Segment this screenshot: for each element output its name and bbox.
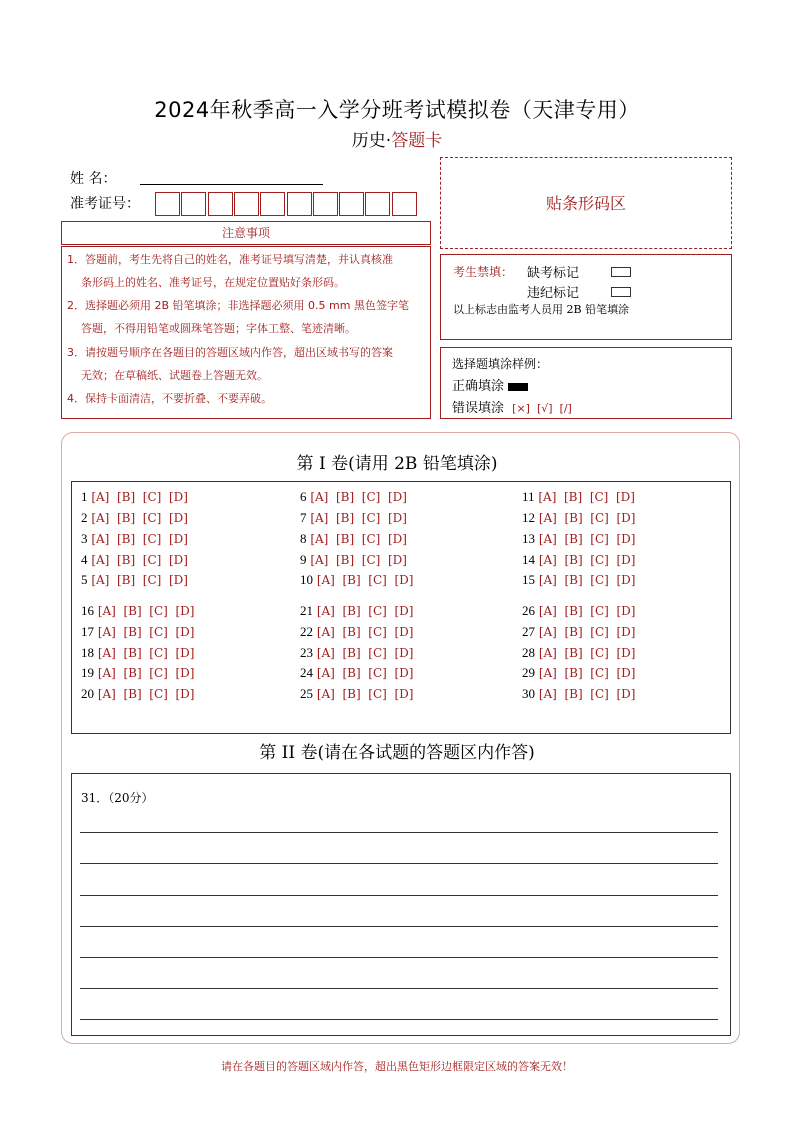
choice-question-11[interactable]: [522, 489, 635, 505]
section1-title: 第 I 卷(请用 2B 铅笔填涂): [296, 454, 498, 474]
choice-question-7[interactable]: [300, 510, 407, 526]
answer-options[interactable]: [A] [B] [C] [D]: [535, 532, 636, 546]
choice-question-5[interactable]: [81, 572, 188, 588]
choice-question-15[interactable]: [522, 572, 635, 588]
subject-name: 历史·: [351, 131, 392, 151]
question-number: 18: [81, 645, 94, 660]
section2-title: 第 II 卷(请在各试题的答题区内作答): [259, 743, 535, 763]
choice-question-30[interactable]: [522, 686, 635, 702]
question-number: 4: [81, 552, 88, 567]
q31-label: 31．（20分）: [81, 791, 154, 805]
answer-options[interactable]: [A] [B] [C] [D]: [313, 604, 414, 618]
question-number: 16: [81, 603, 94, 618]
question-number: 5: [81, 572, 88, 587]
question-number: 1: [81, 489, 88, 504]
choice-question-19[interactable]: [81, 665, 194, 681]
prohibit-box: [440, 254, 732, 340]
question-number: 2: [81, 510, 88, 525]
prohibit-label: 考生禁填：: [453, 265, 514, 279]
question-number: 20: [81, 686, 94, 701]
violation-mark-label: 违纪标记: [527, 286, 580, 301]
answer-line: [80, 863, 718, 864]
exam-id-cell[interactable]: [339, 192, 364, 216]
absent-mark-box[interactable]: [611, 267, 631, 277]
notice-item: 答题，不得用铅笔或圆珠笔答题；字体工整、笔迹清晰。: [81, 322, 356, 335]
question-number: 10: [300, 572, 313, 587]
exam-id-cell[interactable]: [234, 192, 259, 216]
answer-options[interactable]: [A] [B] [C] [D]: [313, 646, 414, 660]
exam-id-cell[interactable]: [313, 192, 338, 216]
question-number: 19: [81, 665, 94, 680]
answer-options[interactable]: [A] [B] [C] [D]: [313, 625, 414, 639]
question-number: 6: [300, 489, 307, 504]
question-number: 9: [300, 552, 307, 567]
choice-question-28[interactable]: [522, 645, 635, 661]
answer-options[interactable]: [A] [B] [C] [D]: [535, 666, 636, 680]
question-number: 22: [300, 624, 313, 639]
answer-options[interactable]: [A] [B] [C] [D]: [87, 511, 188, 525]
answer-options[interactable]: [A] [B] [C] [D]: [94, 604, 195, 618]
exam-id-cell[interactable]: [392, 192, 417, 216]
notice-header-box: [61, 221, 431, 245]
answer-line: [80, 957, 718, 958]
prohibit-note: 以上标志由监考人员用 2B 铅笔填涂: [453, 303, 630, 316]
exam-id-cell[interactable]: [208, 192, 233, 216]
question-number: 27: [522, 624, 535, 639]
answer-options[interactable]: [A] [B] [C] [D]: [535, 625, 636, 639]
question-number: 26: [522, 603, 535, 618]
answer-line: [80, 895, 718, 896]
answer-options[interactable]: [A] [B] [C] [D]: [94, 625, 195, 639]
choice-question-14[interactable]: [522, 552, 635, 568]
answer-line: [80, 926, 718, 927]
notice-item: 3．请按题号顺序在各题目的答题区域内作答，超出区域书写的答案: [67, 346, 393, 359]
choice-question-13[interactable]: [522, 531, 635, 547]
answer-card-label: 答题卡: [391, 131, 443, 151]
notice-item: 4．保持卡面清洁，不要折叠、不要弄破。: [67, 392, 272, 405]
choice-question-10[interactable]: [300, 572, 413, 588]
name-field[interactable]: [140, 184, 323, 185]
notice-item: 2．选择题必须用 2B 铅笔填涂；非选择题必须用 0.5 mm 黑色签字笔: [67, 299, 409, 312]
footer-warning: 请在各题目的答题区域内作答，超出黑色矩形边框限定区域的答案无效！: [221, 1060, 573, 1073]
answer-options[interactable]: [A] [B] [C] [D]: [306, 511, 407, 525]
wrong-fill-samples: [×] [√] [/]: [512, 402, 572, 415]
exam-id-cell[interactable]: [181, 192, 206, 216]
answer-options[interactable]: [A] [B] [C] [D]: [87, 532, 188, 546]
question-number: 25: [300, 686, 313, 701]
name-label: 姓 名：: [70, 171, 117, 187]
answer-options[interactable]: [A] [B] [C] [D]: [535, 553, 636, 567]
question-number: 29: [522, 665, 535, 680]
choice-question-27[interactable]: [522, 624, 635, 640]
answer-options[interactable]: [A] [B] [C] [D]: [87, 553, 188, 567]
answer-options[interactable]: [A] [B] [C] [D]: [306, 532, 407, 546]
question-number: 21: [300, 603, 313, 618]
choice-question-12[interactable]: [522, 510, 635, 526]
answer-options[interactable]: [A] [B] [C] [D]: [87, 573, 188, 587]
answer-options[interactable]: [A] [B] [C] [D]: [534, 490, 635, 504]
notice-item: 无效；在草稿纸、试题卷上答题无效。: [81, 369, 268, 382]
choice-question-8[interactable]: [300, 531, 407, 547]
choice-question-26[interactable]: [522, 603, 635, 619]
answer-line: [80, 832, 718, 833]
violation-mark-box[interactable]: [611, 287, 631, 297]
question-number: 13: [522, 531, 535, 546]
answer-options[interactable]: [A] [B] [C] [D]: [535, 646, 636, 660]
question-number: 17: [81, 624, 94, 639]
choice-question-21[interactable]: [300, 603, 413, 619]
absent-mark-label: 缺考标记: [527, 266, 580, 281]
question-number: 23: [300, 645, 313, 660]
answer-options[interactable]: [A] [B] [C] [D]: [94, 687, 195, 701]
question-number: 28: [522, 645, 535, 660]
answer-options[interactable]: [A] [B] [C] [D]: [94, 646, 195, 660]
choice-question-9[interactable]: [300, 552, 407, 568]
notice-heading: 注意事项: [221, 226, 270, 240]
wrong-fill-text: 错误填涂: [452, 401, 505, 416]
question-number: 8: [300, 531, 307, 546]
choice-question-25[interactable]: [300, 686, 413, 702]
question-number: 24: [300, 665, 313, 680]
answer-line: [80, 1019, 718, 1020]
choice-question-23[interactable]: [300, 645, 413, 661]
correct-fill-label: [452, 375, 528, 394]
answer-options[interactable]: [A] [B] [C] [D]: [535, 573, 636, 587]
choice-question-17[interactable]: [81, 624, 194, 640]
answer-line: [80, 988, 718, 989]
question-number: 3: [81, 531, 88, 546]
choice-question-20[interactable]: [81, 686, 194, 702]
choice-question-24[interactable]: [300, 665, 413, 681]
q31-area[interactable]: [71, 773, 731, 1036]
question-number: 15: [522, 572, 535, 587]
choice-question-3[interactable]: [81, 531, 188, 547]
notice-item: 1．答题前，考生先将自己的姓名，准考证号填写清楚，并认真核准: [67, 253, 393, 266]
correct-fill-sample: [508, 383, 528, 391]
fill-example-box: [440, 347, 732, 419]
answer-options[interactable]: [A] [B] [C] [D]: [306, 553, 407, 567]
question-number: 11: [522, 489, 535, 504]
choice-question-6[interactable]: [300, 489, 407, 505]
question-number: 12: [522, 510, 535, 525]
correct-fill-text: 正确填涂: [452, 379, 505, 394]
barcode-label: 贴条形码区: [545, 194, 626, 213]
answer-options[interactable]: [A] [B] [C] [D]: [94, 666, 195, 680]
choice-question-16[interactable]: [81, 603, 194, 619]
answer-options[interactable]: [A] [B] [C] [D]: [313, 573, 414, 587]
exam-id-cell[interactable]: [365, 192, 390, 216]
choice-question-22[interactable]: [300, 624, 413, 640]
choice-question-18[interactable]: [81, 645, 194, 661]
barcode-area: [440, 157, 732, 249]
exam-id-cell[interactable]: [287, 192, 312, 216]
choice-question-2[interactable]: [81, 510, 188, 526]
subject-title: [0, 126, 794, 151]
fill-example-title: 选择题填涂样例：: [452, 357, 549, 371]
answer-options[interactable]: [A] [B] [C] [D]: [535, 687, 636, 701]
wrong-fill-label: [452, 397, 572, 416]
answer-options[interactable]: [A] [B] [C] [D]: [87, 490, 188, 504]
exam-id-cell[interactable]: [260, 192, 285, 216]
choice-question-29[interactable]: [522, 665, 635, 681]
answer-options[interactable]: [A] [B] [C] [D]: [306, 490, 407, 504]
answer-options[interactable]: [A] [B] [C] [D]: [313, 666, 414, 680]
choice-question-4[interactable]: [81, 552, 188, 568]
question-number: 7: [300, 510, 307, 525]
exam-id-cell[interactable]: [155, 192, 180, 216]
notice-box: [61, 246, 431, 419]
answer-options[interactable]: [A] [B] [C] [D]: [535, 604, 636, 618]
answer-options[interactable]: [A] [B] [C] [D]: [535, 511, 636, 525]
question-number: 30: [522, 686, 535, 701]
question-number: 14: [522, 552, 535, 567]
id-label: 准考证号：: [70, 196, 140, 212]
page-title: 2024年秋季高一入学分班考试模拟卷（天津专用）: [154, 98, 640, 122]
choice-question-1[interactable]: [81, 489, 188, 505]
answer-options[interactable]: [A] [B] [C] [D]: [313, 687, 414, 701]
notice-item: 条形码上的姓名、准考证号，在规定位置贴好条形码。: [81, 276, 345, 289]
